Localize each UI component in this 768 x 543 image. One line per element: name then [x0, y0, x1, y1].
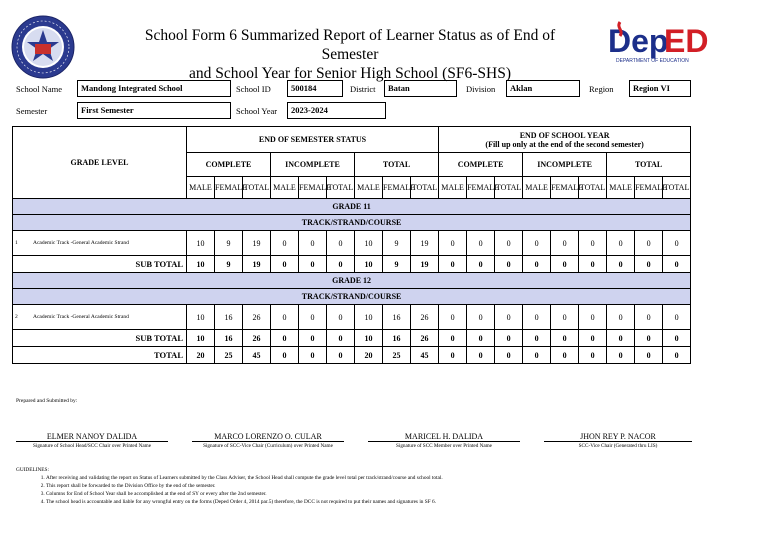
- value-cell: 0: [271, 330, 299, 347]
- signatory-name: MARICEL H. DALIDA: [404, 432, 484, 441]
- value-cell: 0: [635, 347, 663, 364]
- value-cell: 19: [243, 231, 271, 256]
- value-cell: 20: [187, 347, 215, 364]
- value-cell: 45: [243, 347, 271, 364]
- district-field: Batan: [384, 80, 457, 97]
- value-cell: 16: [215, 305, 243, 330]
- school-name-label: School Name: [16, 84, 63, 94]
- column-header: TOTAL: [495, 177, 523, 199]
- value-cell: 0: [523, 330, 551, 347]
- value-cell: 10: [187, 256, 215, 273]
- semester-label: Semester: [16, 106, 48, 116]
- value-cell: 0: [551, 256, 579, 273]
- value-cell: 20: [355, 347, 383, 364]
- value-cell: 0: [299, 305, 327, 330]
- value-cell: 0: [467, 330, 495, 347]
- value-cell: 0: [495, 305, 523, 330]
- value-cell: 0: [635, 330, 663, 347]
- deped-logo: [606, 18, 709, 64]
- end-of-school-year-header: [439, 127, 691, 153]
- value-cell: 0: [327, 305, 355, 330]
- value-cell: 0: [607, 330, 635, 347]
- row-index: 1: [15, 240, 18, 246]
- value-cell: 10: [187, 231, 215, 256]
- value-cell: 0: [299, 231, 327, 256]
- column-header: TOTAL: [579, 177, 607, 199]
- value-cell: 0: [439, 330, 467, 347]
- value-cell: 10: [355, 231, 383, 256]
- group-header: INCOMPLETE: [523, 153, 607, 177]
- title-line-2: and School Year for Senior High School (SF6-SHS): [188, 65, 512, 82]
- value-cell: 0: [327, 231, 355, 256]
- value-cell: 16: [383, 330, 411, 347]
- value-cell: 0: [663, 347, 691, 364]
- guideline-item: 2. This report shall be forwarded to the Division Office by the end of the semester.: [46, 482, 443, 490]
- value-cell: 0: [663, 330, 691, 347]
- column-header: FEMALE: [299, 177, 327, 199]
- value-cell: 0: [523, 231, 551, 256]
- value-cell: 25: [383, 347, 411, 364]
- school-id-field: 500184: [287, 80, 343, 97]
- group-header: INCOMPLETE: [271, 153, 355, 177]
- value-cell: 0: [579, 231, 607, 256]
- value-cell: 9: [215, 231, 243, 256]
- value-cell: 0: [635, 305, 663, 330]
- svg-text:Dep: Dep: [608, 23, 669, 59]
- value-cell: 10: [187, 305, 215, 330]
- value-cell: 0: [523, 347, 551, 364]
- school-year-field: 2023-2024: [287, 102, 386, 119]
- value-cell: 0: [663, 305, 691, 330]
- subtotal-label: SUB TOTAL: [13, 330, 187, 347]
- guidelines: [16, 466, 443, 506]
- signatory-role: Signature of SCC-Vice Chair (Curriculum) over Printed Name: [192, 441, 344, 450]
- column-header: MALE: [271, 177, 299, 199]
- signature-block: [544, 432, 692, 450]
- value-cell: 0: [439, 347, 467, 364]
- learner-status-table: [12, 126, 691, 364]
- value-cell: 0: [439, 256, 467, 273]
- value-cell: 0: [579, 305, 607, 330]
- column-header: FEMALE: [467, 177, 495, 199]
- prepared-by-label: Prepared and Submitted by:: [16, 398, 78, 404]
- deped-logo-subtitle: DEPARTMENT OF EDUCATION: [616, 58, 689, 64]
- value-cell: 0: [495, 256, 523, 273]
- group-header: COMPLETE: [439, 153, 523, 177]
- form-title: [120, 26, 580, 83]
- signatory-role: Signature of SCC Member over Printed Name: [368, 441, 520, 450]
- total-label: TOTAL: [13, 347, 187, 364]
- region-label: Region: [589, 84, 614, 94]
- signatory-name: MARCO LORENZO O. CULAR: [214, 432, 322, 441]
- guideline-item: 4. The school head is accountable and liable for any wrongful entry on the forms (Deped Order 4, 2014 par.5) therefore, the DCC is not required to put their names and signatures in SF 6.: [46, 498, 443, 506]
- signatory-name: JHON REY P. NACOR: [580, 432, 656, 441]
- value-cell: 0: [607, 305, 635, 330]
- column-header: MALE: [187, 177, 215, 199]
- value-cell: 0: [607, 231, 635, 256]
- value-cell: 26: [243, 305, 271, 330]
- school-name-field: Mandong Integrated School: [77, 80, 231, 97]
- value-cell: 10: [187, 330, 215, 347]
- value-cell: 0: [495, 330, 523, 347]
- value-cell: 0: [579, 347, 607, 364]
- value-cell: 10: [355, 305, 383, 330]
- value-cell: 26: [411, 330, 439, 347]
- grade-11-label: GRADE 11: [13, 199, 691, 215]
- value-cell: 19: [411, 256, 439, 273]
- value-cell: 0: [551, 347, 579, 364]
- grade-12-label: GRADE 12: [13, 273, 691, 289]
- value-cell: 0: [467, 231, 495, 256]
- title-line-1: School Form 6 Summarized Report of Learner Status as of End of Semester: [144, 27, 556, 63]
- value-cell: 0: [635, 256, 663, 273]
- column-header: MALE: [355, 177, 383, 199]
- column-header: TOTAL: [411, 177, 439, 199]
- column-header: TOTAL: [243, 177, 271, 199]
- value-cell: 0: [327, 330, 355, 347]
- school-id-label: School ID: [236, 84, 271, 94]
- region-field: Region VI: [629, 80, 691, 97]
- column-header: TOTAL: [663, 177, 691, 199]
- group-header: TOTAL: [355, 153, 439, 177]
- track-label: TRACK/STRAND/COURSE: [13, 215, 691, 231]
- value-cell: 0: [467, 256, 495, 273]
- subtotal-label: SUB TOTAL: [13, 256, 187, 273]
- semester-field: First Semester: [77, 102, 231, 119]
- signatory-role: SCC-Vice Chair (Generated thru LIS): [544, 441, 692, 450]
- column-header: MALE: [607, 177, 635, 199]
- guideline-item: 3. Columns for End of School Year shall be accomplished at the end of SY or every after the 2nd semester.: [46, 490, 443, 498]
- column-header: FEMALE: [383, 177, 411, 199]
- value-cell: 0: [523, 256, 551, 273]
- row-index: 2: [15, 314, 18, 320]
- value-cell: 0: [551, 305, 579, 330]
- guidelines-label: GUIDELINES:: [16, 467, 49, 473]
- column-header: FEMALE: [635, 177, 663, 199]
- column-header: MALE: [439, 177, 467, 199]
- group-header: COMPLETE: [187, 153, 271, 177]
- value-cell: 26: [243, 330, 271, 347]
- value-cell: 10: [355, 256, 383, 273]
- value-cell: 0: [271, 256, 299, 273]
- track-cell: [13, 231, 187, 256]
- value-cell: 0: [299, 256, 327, 273]
- value-cell: 9: [215, 256, 243, 273]
- grade-level-header: GRADE LEVEL: [13, 127, 187, 199]
- division-label: Division: [466, 84, 496, 94]
- column-header: FEMALE: [551, 177, 579, 199]
- value-cell: 0: [551, 330, 579, 347]
- guideline-item: 1. After receiving and validating the report on Status of Learners submitted by the Class Adviser, the School Head shall compute the grade level total per track/strand/course and school total.: [46, 474, 443, 482]
- track-name: Academic Track -General Academic Strand: [33, 240, 129, 246]
- value-cell: 0: [607, 256, 635, 273]
- value-cell: 25: [215, 347, 243, 364]
- signature-block: [192, 432, 344, 450]
- value-cell: 0: [607, 347, 635, 364]
- column-header: FEMALE: [215, 177, 243, 199]
- column-header: TOTAL: [327, 177, 355, 199]
- value-cell: 0: [663, 256, 691, 273]
- group-header: TOTAL: [607, 153, 691, 177]
- value-cell: 9: [383, 256, 411, 273]
- end-of-school-year-note: (Fill up only at the end of the second semester): [485, 139, 644, 149]
- value-cell: 0: [271, 305, 299, 330]
- value-cell: 0: [635, 231, 663, 256]
- value-cell: 10: [355, 330, 383, 347]
- track-label: TRACK/STRAND/COURSE: [13, 289, 691, 305]
- value-cell: 0: [579, 256, 607, 273]
- value-cell: 0: [299, 330, 327, 347]
- end-of-school-year-title: END OF SCHOOL YEAR: [519, 130, 610, 140]
- value-cell: 16: [215, 330, 243, 347]
- value-cell: 0: [271, 231, 299, 256]
- value-cell: 0: [523, 305, 551, 330]
- value-cell: 0: [439, 231, 467, 256]
- value-cell: 45: [411, 347, 439, 364]
- district-label: District: [350, 84, 376, 94]
- value-cell: 0: [495, 231, 523, 256]
- value-cell: 0: [439, 305, 467, 330]
- signatory-role: Signature of School Head/SCC Chair over Printed Name: [16, 441, 168, 450]
- division-field: Aklan: [506, 80, 580, 97]
- value-cell: 0: [579, 330, 607, 347]
- end-of-semester-header: END OF SEMESTER STATUS: [187, 127, 439, 153]
- value-cell: 0: [467, 347, 495, 364]
- value-cell: 0: [495, 347, 523, 364]
- column-header: MALE: [523, 177, 551, 199]
- track-cell: [13, 305, 187, 330]
- value-cell: 0: [663, 231, 691, 256]
- value-cell: 9: [383, 231, 411, 256]
- value-cell: 26: [411, 305, 439, 330]
- signature-block: [16, 432, 168, 450]
- track-name: Academic Track -General Academic Strand: [33, 314, 129, 320]
- svg-text:ED: ED: [664, 23, 709, 59]
- deped-seal-logo: [10, 14, 76, 80]
- school-year-label: School Year: [236, 106, 278, 116]
- value-cell: 0: [327, 256, 355, 273]
- value-cell: 0: [327, 347, 355, 364]
- value-cell: 16: [383, 305, 411, 330]
- value-cell: 0: [299, 347, 327, 364]
- value-cell: 0: [551, 231, 579, 256]
- value-cell: 0: [467, 305, 495, 330]
- value-cell: 19: [243, 256, 271, 273]
- value-cell: 0: [271, 347, 299, 364]
- value-cell: 19: [411, 231, 439, 256]
- signature-block: [368, 432, 520, 450]
- signatory-name: ELMER NANOY DALIDA: [46, 432, 138, 441]
